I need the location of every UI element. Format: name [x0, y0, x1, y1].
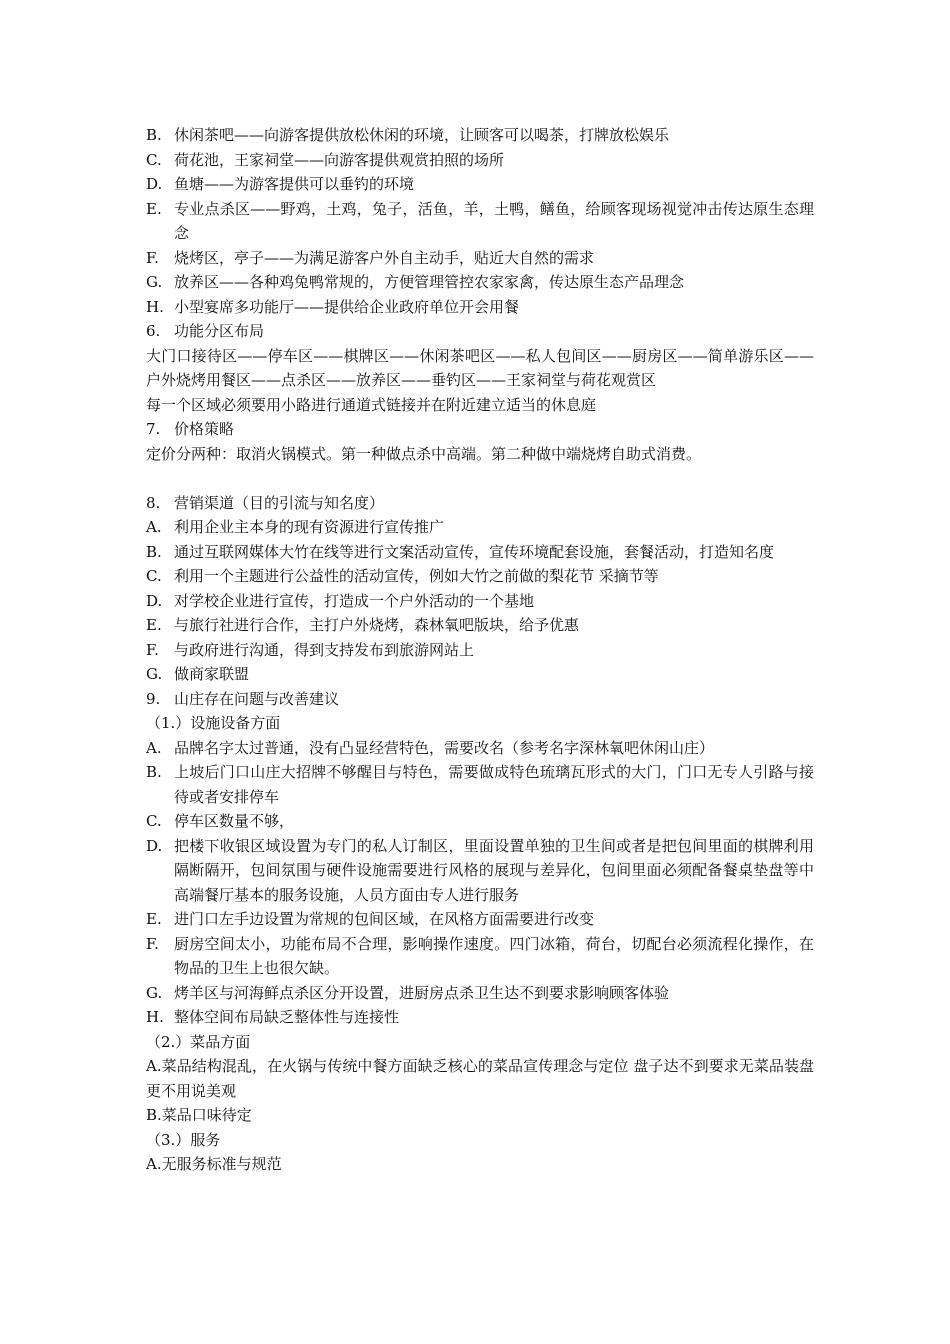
- list-item: H. 整体空间布局缺乏整体性与连接性: [146, 1008, 400, 1026]
- zone-layout-paragraph: 大门口接待区——停车区——棋牌区——休闲茶吧区——私人包间区——厨房区——简单游乐区——户外烧烤用餐区——点杀区——放养区——垂钓区——王家祠堂与荷花观赏区: [146, 346, 814, 389]
- zone-note-paragraph: 每一个区域必须要用小路进行通道式链接并在附近建立适当的休息庭: [146, 395, 597, 414]
- document-body: [146, 123, 814, 1177]
- list-item: E. 进门口左手边设置为常规的包间区域，在风格方面需要进行改变: [146, 910, 595, 928]
- list-item: C. 利用一个主题进行公益性的活动宣传，例如大竹之前做的梨花节 采摘节等: [146, 567, 659, 585]
- pricing-paragraph: 定价分两种：取消火锅模式。第一种做点杀中高端。第二种做中端烧烤自助式消费。: [146, 444, 702, 463]
- list-item: C. 荷花池，王家祠堂——向游客提供观赏拍照的场所: [146, 150, 505, 169]
- list-item: A. 品牌名字太过普通，没有凸显经营特色，需要改名（参考名字深林氧吧休闲山庄）: [146, 738, 715, 757]
- list-item: B. 休闲茶吧——向游客提供放松休闲的环境，让顾客可以喝茶，打牌放松娱乐: [146, 126, 670, 144]
- service-paragraph-a: A.无服务标准与规范: [146, 1155, 282, 1173]
- list-item: G. 放养区——各种鸡兔鸭常规的，方便管理管控农家家禽，传达原生态产品理念: [146, 273, 685, 291]
- list-item: H. 小型宴席多功能厅——提供给企业政府单位开会用餐: [146, 297, 520, 316]
- dishes-paragraph-a: A.菜品结构混乱，在火锅与传统中餐方面缺乏核心的菜品宣传理念与定位 盘子达不到要求无菜品装盘更不用说美观: [146, 1057, 814, 1100]
- list-item: C. 停车区数量不够，: [146, 812, 295, 830]
- list-item: G. 做商家联盟: [146, 665, 250, 683]
- subsection-facilities: （1.）设施设备方面: [146, 714, 281, 732]
- subsection-service: （3.）服务: [146, 1130, 221, 1149]
- subsection-dishes: （2.）菜品方面: [146, 1032, 251, 1051]
- section-9-heading: 9. 山庄存在问题与改善建议: [146, 689, 340, 708]
- list-item: F. 厨房空间太小，功能布局不合理，影响操作速度。四门冰箱，荷台，切配台必须流程化操作，在物品的卫生上也很欠缺。: [146, 934, 814, 977]
- dishes-paragraph-b: B.菜品口味待定: [146, 1106, 252, 1124]
- list-item: D. 对学校企业进行宣传，打造成一个户外活动的一个基地: [146, 591, 535, 610]
- list-item: F. 与政府进行沟通，得到支持发布到旅游网站上: [146, 640, 475, 659]
- list-item: B. 上坡后门口山庄大招牌不够醒目与特色，需要做成特色琉璃瓦形式的大门，门口无专人引路与接待或者安排停车: [146, 763, 814, 806]
- list-item: D. 把楼下收银区域设置为专门的私人订制区，里面设置单独的卫生间或者是把包间里面的棋牌利用隔断隔开，包间氛围与硬件设施需要进行风格的展现与差异化，包间里面必须配备餐桌垫盘等中高端餐厅基本的服务设施，人员方面由专人进行服务: [146, 836, 814, 904]
- blank-line: [146, 466, 814, 491]
- list-item: E. 与旅行社进行合作，主打户外烧烤，森林氧吧版块，给予优惠: [146, 616, 580, 634]
- list-item: D. 鱼塘——为游客提供可以垂钓的环境: [146, 175, 415, 193]
- list-item: B. 通过互联网媒体大竹在线等进行文案活动宣传，宣传环境配套设施，套餐活动，打造知名度: [146, 542, 775, 561]
- section-8-heading: 8. 营销渠道（目的引流与知名度）: [146, 493, 385, 512]
- list-item: G. 烤羊区与河海鲜点杀区分开设置，进厨房点杀卫生达不到要求影响顾客体验: [146, 983, 670, 1002]
- section-7-heading: 7. 价格策略: [146, 420, 235, 438]
- list-item: A. 利用企业主本身的现有资源进行宣传推广: [146, 518, 445, 536]
- list-item: F. 烧烤区，亭子——为满足游客户外自主动手，贴近大自然的需求: [146, 248, 595, 267]
- section-6-heading: 6. 功能分区布局: [146, 322, 265, 340]
- list-item: E. 专业点杀区——野鸡，土鸡，兔子，活鱼，羊，土鸭，鳝鱼，给顾客现场视觉冲击传达原生态理念: [146, 199, 814, 242]
